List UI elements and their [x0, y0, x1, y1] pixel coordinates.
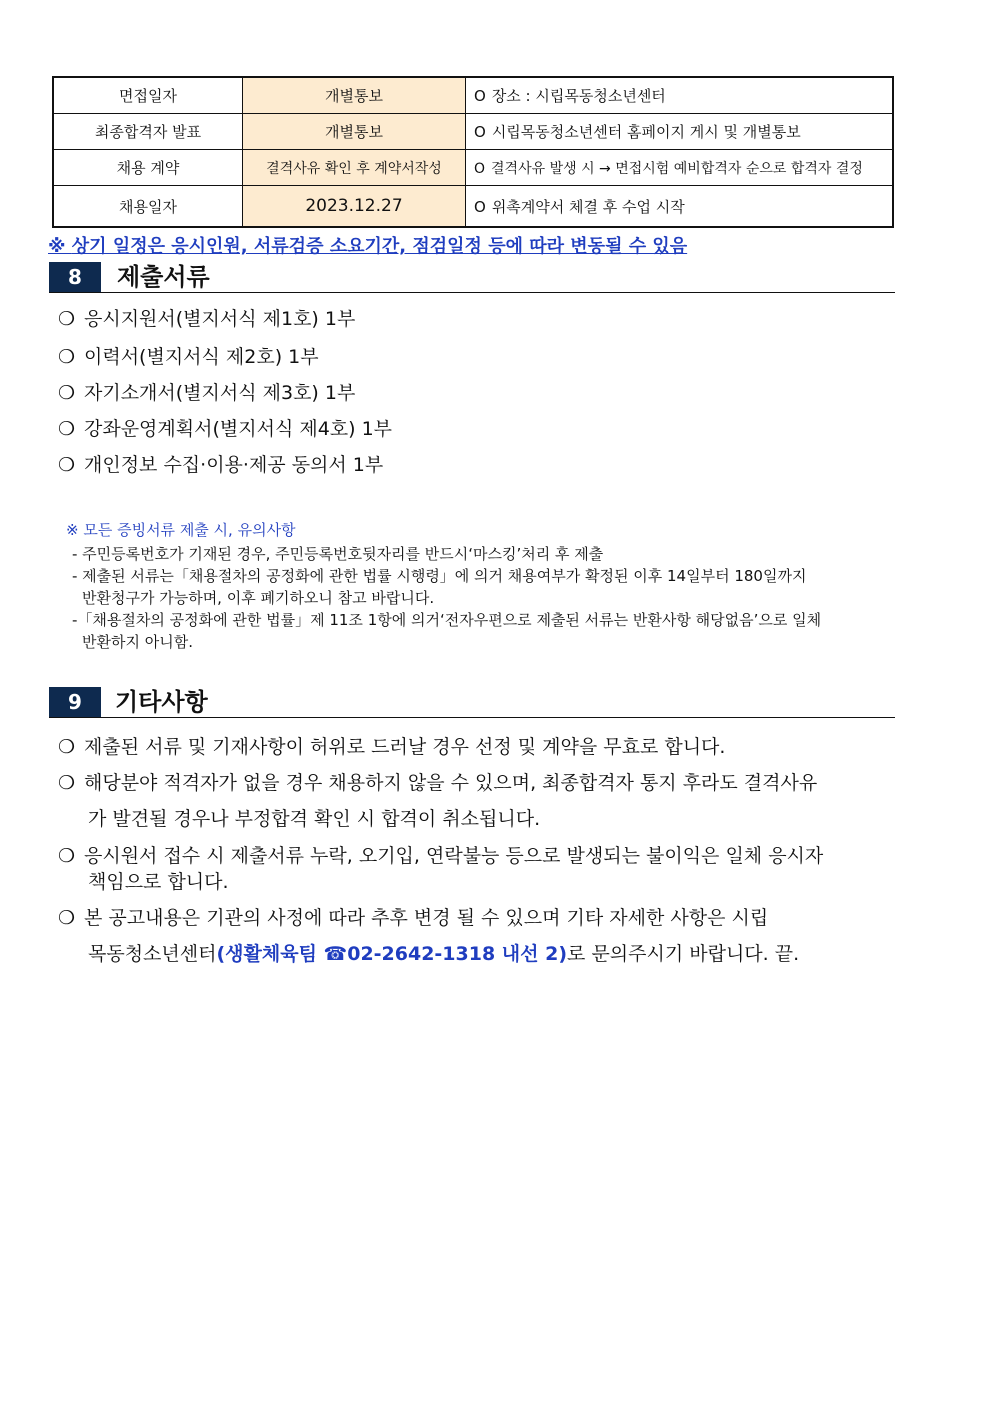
ring-bullet-icon: ❍	[58, 346, 76, 368]
ring-bullet-icon: ❍	[58, 907, 76, 929]
ring-bullet-icon: ❍	[58, 382, 76, 404]
ring-bullet-icon: ❍	[58, 418, 76, 440]
table-cell-note	[466, 186, 894, 228]
list-item-text: 응시지원서(별지서식 제1호) 1부	[84, 308, 356, 330]
table-row	[53, 77, 893, 114]
ring-bullet-icon: O	[474, 197, 486, 216]
ring-bullet-icon: O	[474, 160, 486, 177]
list-item	[58, 903, 768, 930]
caution-line: - 주민등록번호가 기재된 경우, 주민등록번호뒷자리를 반드시‘마스킹’처리 후 제출	[72, 545, 604, 563]
table-cell-item: 채용일자	[53, 186, 243, 228]
section-header-9	[49, 687, 895, 718]
section-title: 기타사항	[115, 688, 208, 716]
table-cell-method: 개별통보	[243, 77, 466, 114]
list-item-text: 강좌운영계획서(별지서식 제4호) 1부	[84, 418, 393, 440]
ring-bullet-icon: ❍	[58, 308, 76, 330]
list-item	[58, 841, 823, 868]
table-cell-note	[466, 77, 894, 114]
table-cell-method: 개별통보	[243, 114, 466, 150]
schedule-notice	[48, 232, 687, 258]
list-item-text: 개인정보 수집·이용·제공 동의서 1부	[84, 454, 384, 476]
ring-bullet-icon: ❍	[58, 845, 76, 867]
list-item	[58, 414, 392, 441]
list-item-text: 해당분야 적격자가 없을 경우 채용하지 않을 수 있으며, 최종합격자 통지 후라도 결격사유	[84, 772, 818, 794]
caution-line: 반환하지 아니함.	[82, 633, 193, 651]
ring-bullet-icon: ❍	[58, 736, 76, 758]
table-row	[53, 114, 893, 150]
note-text: 결격사유 발생 시 → 면접시험 예비합격자 순으로 합격자 결정	[491, 160, 863, 177]
caution-line: -「채용절차의 공정화에 관한 법률」제 11조 1항에 의거‘전자우편으로 제출된 서류는 반환사항 해당없음’으로 일체	[72, 611, 822, 629]
note-text: 장소 : 시립목동청소년센터	[491, 87, 666, 105]
table-row	[53, 150, 893, 186]
section-title: 제출서류	[117, 263, 210, 291]
list-item-text: 제출된 서류 및 기재사항이 허위로 드러날 경우 선정 및 계약을 무효로 합니다.	[84, 736, 726, 758]
org-name: 목동청소년센터	[88, 943, 217, 965]
contact-info: (생활체육팀 ☎02-2642-1318 내선 2)	[216, 943, 568, 965]
ring-bullet-icon: ❍	[58, 454, 76, 476]
list-item-continuation: 책임으로 합니다.	[88, 871, 229, 893]
ring-bullet-icon: ❍	[58, 772, 76, 794]
table-cell-item: 채용 계약	[53, 150, 243, 186]
caution-title: ※ 모든 증빙서류 제출 시, 유의사항	[66, 521, 296, 539]
list-item-text: 본 공고내용은 기관의 사정에 따라 추후 변경 될 수 있으며 기타 자세한 사항은 시립	[84, 907, 769, 929]
list-item-continuation	[88, 939, 799, 966]
list-item	[58, 304, 355, 331]
list-item-text: 응시원서 접수 시 제출서류 누락, 오기입, 연락불능 등으로 발생되는 불이익은 일체 응시자	[84, 845, 824, 867]
section-header-8	[49, 262, 895, 293]
ring-bullet-icon: O	[474, 87, 486, 105]
closing-text: 로 문의주시기 바랍니다. 끝.	[567, 943, 800, 965]
ring-bullet-icon: O	[474, 123, 486, 141]
list-item	[58, 450, 383, 477]
caution-line: 반환청구가 가능하며, 이후 폐기하오니 참고 바랍니다.	[82, 589, 435, 607]
table-row	[53, 186, 893, 228]
table-cell-item: 면접일자	[53, 77, 243, 114]
section-number: 9	[49, 687, 101, 717]
caution-line: - 제출된 서류는「채용절차의 공정화에 관한 법률 시행령」에 의거 채용여부가 확정된 이후 14일부터 180일까지	[72, 567, 807, 585]
table-cell-note	[466, 114, 894, 150]
list-item-continuation: 가 발견될 경우나 부정합격 확인 시 합격이 취소됩니다.	[88, 808, 541, 830]
schedule-table	[52, 76, 894, 228]
table-cell-note	[466, 150, 894, 186]
list-item	[58, 378, 355, 405]
reference-mark-icon: ※	[48, 236, 66, 257]
note-text: 시립목동청소년센터 홈페이지 게시 및 개별통보	[491, 123, 801, 141]
list-item-text: 이력서(별지서식 제2호) 1부	[84, 346, 319, 368]
table-cell-method: 2023.12.27	[243, 186, 466, 228]
note-text: 위촉계약서 체결 후 수업 시작	[491, 197, 685, 216]
table-cell-item: 최종합격자 발표	[53, 114, 243, 150]
list-item	[58, 342, 319, 369]
table-cell-method: 결격사유 확인 후 계약서작성	[243, 150, 466, 186]
list-item	[58, 732, 725, 759]
list-item-text: 자기소개서(별지서식 제3호) 1부	[84, 382, 356, 404]
section-number: 8	[49, 262, 101, 292]
notice-text: 상기 일정은 응시인원, 서류검증 소요기간, 점검일정 등에 따라 변동될 수 있음	[71, 236, 688, 257]
list-item	[58, 768, 817, 795]
